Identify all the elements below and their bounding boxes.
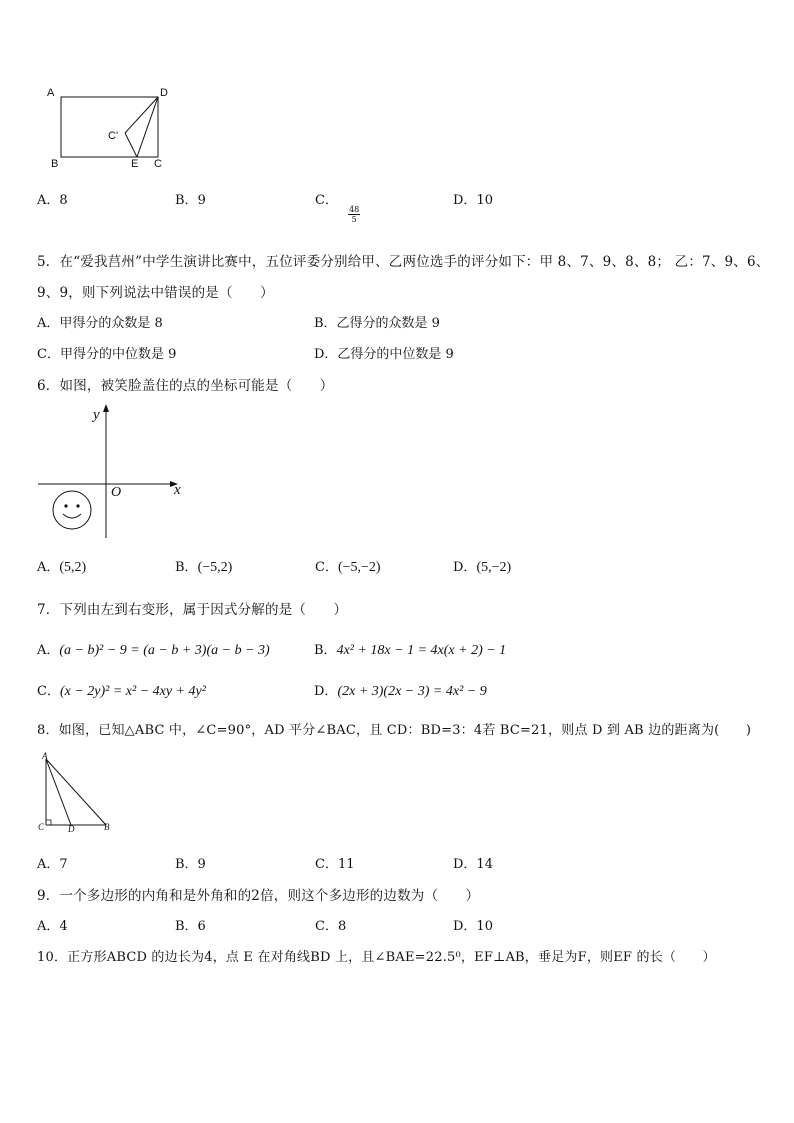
label-a: A xyxy=(47,87,55,99)
q5-option-d[interactable]: D．乙得分的中位数是 9 xyxy=(314,347,454,362)
label-c-prime: C' xyxy=(108,130,119,142)
segment-ab xyxy=(46,759,106,825)
q6-option-c[interactable] xyxy=(315,556,381,576)
option-text: (x − 2y)² = x² − 4xy + 4y² xyxy=(59,684,206,699)
origin-label: O xyxy=(111,485,122,500)
q5-stem-line2: 9、9，则下列说法中错误的是（ ） xyxy=(37,285,274,301)
q6-option-d[interactable] xyxy=(453,556,511,576)
q6-option-b[interactable] xyxy=(175,556,232,576)
option-text: (5,−2) xyxy=(476,560,512,575)
option-text: 4x² + 18x − 1 = 4x(x + 2) − 1 xyxy=(336,643,507,658)
q4-option-a[interactable] xyxy=(37,189,68,208)
tri-label-b: B xyxy=(104,822,110,832)
fraction-denominator: 5 xyxy=(351,215,357,224)
label-c: C xyxy=(154,158,162,170)
option-text: 10 xyxy=(476,193,493,208)
smiley-face-icon xyxy=(53,491,91,529)
q8-option-b[interactable]: B．9 xyxy=(175,857,206,872)
q4-option-c[interactable] xyxy=(315,189,360,224)
triangle-diagram xyxy=(38,755,128,835)
q8-option-d[interactable]: D．14 xyxy=(453,857,493,872)
q7-option-b[interactable] xyxy=(314,639,506,659)
option-letter: C． xyxy=(315,193,338,208)
segment-c-prime-e xyxy=(125,133,137,157)
q8-option-a[interactable]: A．7 xyxy=(37,857,68,872)
q9-option-a[interactable]: A．4 xyxy=(37,919,68,934)
option-letter: B． xyxy=(314,643,337,658)
segment-de xyxy=(137,97,158,157)
q8-stem: 8．如图，已知△ABC 中，∠C=90°，AD 平分∠BAC，且 CD：BD=3：4若 BC=21，则点 D 到 AB 边的距离为( ) xyxy=(37,723,752,738)
option-letter: C． xyxy=(37,684,60,699)
axis-y-label: y xyxy=(93,407,100,423)
option-text: (−5,−2) xyxy=(337,560,381,575)
segment-dc-prime xyxy=(125,97,158,133)
q4-option-d[interactable] xyxy=(453,189,493,208)
option-text: (a − b)² − 9 = (a − b + 3)(a − b − 3) xyxy=(59,643,270,658)
tri-label-d: D xyxy=(68,824,75,834)
rectangle-diagram xyxy=(50,90,210,170)
q5-stem-line1: 5．在“爱我莒州”中学生演讲比赛中，五位评委分别给甲、乙两位选手的评分如下：甲 8、7、9、8、8； 乙：7、9、6、 xyxy=(37,254,770,270)
option-text: (2x + 3)(2x − 3) = 4x² − 9 xyxy=(337,684,487,699)
tri-label-a: A xyxy=(42,751,48,761)
label-b: B xyxy=(51,158,59,170)
q4-option-b[interactable] xyxy=(175,189,206,208)
q7-option-d[interactable] xyxy=(314,680,487,700)
q9-stem: 9．一个多边形的内角和是外角和的2倍，则这个多边形的边数为（ ） xyxy=(37,888,480,904)
option-letter: D． xyxy=(314,684,338,699)
q9-option-c[interactable]: C．8 xyxy=(315,919,347,934)
q7-option-c[interactable] xyxy=(37,680,206,700)
option-text: 8 xyxy=(59,193,68,208)
y-axis-arrow-icon xyxy=(103,404,109,412)
fraction xyxy=(348,205,360,224)
label-d: D xyxy=(160,87,168,99)
option-text: 9 xyxy=(197,193,206,208)
q7-option-a[interactable] xyxy=(37,639,270,659)
right-angle-mark xyxy=(46,820,51,825)
option-letter: A． xyxy=(37,560,60,575)
option-text: (5,2) xyxy=(59,560,87,575)
option-text: (−5,2) xyxy=(197,560,233,575)
q5-option-b[interactable]: B．乙得分的众数是 9 xyxy=(314,316,440,331)
option-letter: B． xyxy=(175,193,198,208)
tri-label-c: C xyxy=(38,822,45,832)
q9-option-d[interactable]: D．10 xyxy=(453,919,493,934)
option-letter: A． xyxy=(37,643,60,658)
q6-stem: 6．如图，被笑脸盖住的点的坐标可能是（ ） xyxy=(37,378,334,394)
axis-x-label: x xyxy=(174,482,181,498)
segment-ad xyxy=(46,759,71,825)
label-e: E xyxy=(131,158,139,170)
option-letter: A． xyxy=(37,193,60,208)
q9-option-b[interactable]: B．6 xyxy=(175,919,206,934)
q8-option-c[interactable]: C．11 xyxy=(315,857,355,872)
option-letter: D． xyxy=(453,193,477,208)
rectangle-abcd xyxy=(61,97,158,157)
q7-stem: 7．下列由左到右变形，属于因式分解的是（ ） xyxy=(37,602,348,618)
option-letter: D． xyxy=(453,560,477,575)
q10-stem: 10．正方形ABCD 的边长为4，点 E 在对角线BD 上，且∠BAE=22.5⁰，EF⊥AB，垂足为F，则EF 的长（ ） xyxy=(37,950,716,965)
option-letter: C． xyxy=(315,560,338,575)
q5-option-c[interactable]: C．甲得分的中位数是 9 xyxy=(37,347,177,362)
coordinate-axes xyxy=(36,402,196,542)
q6-option-a[interactable] xyxy=(37,556,86,576)
option-letter: B． xyxy=(175,560,198,575)
q5-option-a[interactable]: A．甲得分的众数是 8 xyxy=(37,316,163,331)
fraction-numerator: 48 xyxy=(349,205,360,214)
